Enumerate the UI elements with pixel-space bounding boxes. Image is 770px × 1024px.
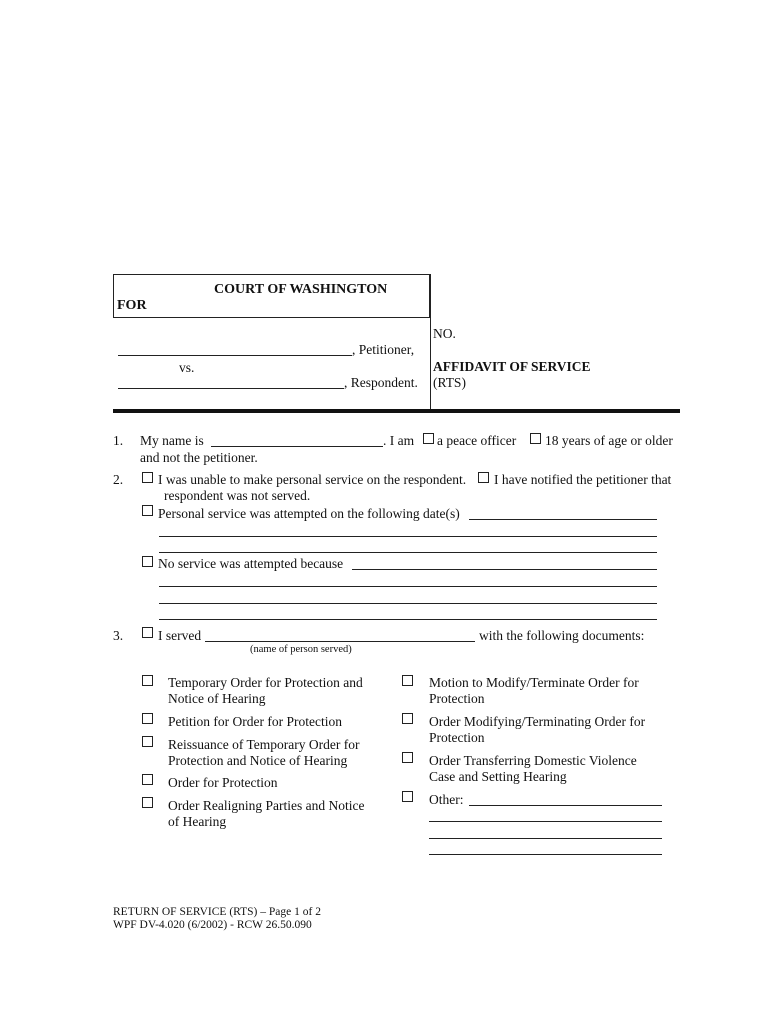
respondent-label: , Respondent. xyxy=(344,375,418,390)
peace-officer-label: a peace officer xyxy=(437,433,517,448)
doc-label: Protection and Notice of Hearing xyxy=(168,753,348,768)
caption-rule xyxy=(113,409,680,413)
doc-label: Protection xyxy=(429,730,485,745)
i-am-label: . I am xyxy=(383,433,415,448)
unable-to-serve-checkbox[interactable] xyxy=(142,472,153,483)
doc-checkbox[interactable] xyxy=(402,752,413,763)
document-code: (RTS) xyxy=(433,375,466,390)
attempted-service-checkbox[interactable] xyxy=(142,505,153,516)
doc-label: Reissuance of Temporary Order for xyxy=(168,737,360,752)
other-line-4[interactable] xyxy=(429,854,662,855)
not-served-text: respondent was not served. xyxy=(164,488,311,503)
item-1-number: 1. xyxy=(113,433,124,448)
eighteen-years-label: 18 years of age or older xyxy=(545,433,673,448)
court-name: COURT OF WASHINGTON xyxy=(214,282,388,297)
my-name-label: My name is xyxy=(140,433,204,448)
served-label: I served xyxy=(158,628,202,643)
document-title: AFFIDAVIT OF SERVICE xyxy=(433,359,591,374)
served-checkbox[interactable] xyxy=(142,627,153,638)
eighteen-years-checkbox[interactable] xyxy=(530,433,541,444)
doc-label: Petition for Order for Protection xyxy=(168,714,342,729)
doc-checkbox[interactable] xyxy=(142,675,153,686)
doc-label: Temporary Order for Protection and xyxy=(168,675,363,690)
attempted-dates-line-3[interactable] xyxy=(159,552,657,553)
caption-divider xyxy=(430,274,431,410)
doc-label: Order Transferring Domestic Violence xyxy=(429,753,637,768)
name-caption: (name of person served) xyxy=(250,644,352,655)
with-documents-label: with the following documents: xyxy=(479,628,645,643)
doc-label: Order Modifying/Terminating Order for xyxy=(429,714,646,729)
other-field[interactable] xyxy=(469,805,662,806)
peace-officer-checkbox[interactable] xyxy=(423,433,434,444)
item-3-number: 3. xyxy=(113,628,124,643)
for-label: FOR xyxy=(117,298,147,313)
not-petitioner-text: and not the petitioner. xyxy=(140,450,258,465)
doc-checkbox[interactable] xyxy=(402,713,413,724)
doc-label: Order Realigning Parties and Notice xyxy=(168,798,365,813)
no-service-checkbox[interactable] xyxy=(142,556,153,567)
my-name-field[interactable] xyxy=(211,446,383,447)
doc-label: Order for Protection xyxy=(168,775,278,790)
no-service-reason-line-3[interactable] xyxy=(159,603,657,604)
respondent-name-field[interactable] xyxy=(118,388,344,389)
doc-checkbox[interactable] xyxy=(142,797,153,808)
doc-label: Case and Setting Hearing xyxy=(429,769,567,784)
doc-checkbox[interactable] xyxy=(402,675,413,686)
attempted-service-label: Personal service was attempted on the following date(s) xyxy=(158,506,460,521)
petitioner-name-field[interactable] xyxy=(118,355,352,356)
attempted-dates-field[interactable] xyxy=(469,519,657,520)
item-2-number: 2. xyxy=(113,472,124,487)
doc-checkbox[interactable] xyxy=(142,713,153,724)
other-checkbox[interactable] xyxy=(402,791,413,802)
doc-label: Motion to Modify/Terminate Order for xyxy=(429,675,639,690)
footer-form-code: WPF DV-4.020 (6/2002) - RCW 26.50.090 xyxy=(113,919,312,931)
notified-petitioner-label: I have notified the petitioner that xyxy=(494,472,672,487)
other-line-2[interactable] xyxy=(429,821,662,822)
other-label: Other: xyxy=(429,792,464,807)
doc-label: Notice of Hearing xyxy=(168,691,266,706)
no-service-label: No service was attempted because xyxy=(158,556,344,571)
other-line-3[interactable] xyxy=(429,838,662,839)
case-number-label: NO. xyxy=(433,326,456,341)
notified-petitioner-checkbox[interactable] xyxy=(478,472,489,483)
doc-label: Protection xyxy=(429,691,485,706)
no-service-reason-line-4[interactable] xyxy=(159,619,657,620)
unable-to-serve-label: I was unable to make personal service on the respondent. xyxy=(158,472,467,487)
footer-form-title: RETURN OF SERVICE (RTS) – Page 1 of 2 xyxy=(113,906,321,918)
doc-label: of Hearing xyxy=(168,814,227,829)
no-service-reason-line-2[interactable] xyxy=(159,586,657,587)
attempted-dates-line-2[interactable] xyxy=(159,536,657,537)
doc-checkbox[interactable] xyxy=(142,736,153,747)
petitioner-label: , Petitioner, xyxy=(352,342,415,357)
no-service-reason-field[interactable] xyxy=(352,569,657,570)
served-person-field[interactable] xyxy=(205,641,475,642)
vs-label: vs. xyxy=(179,360,195,375)
doc-checkbox[interactable] xyxy=(142,774,153,785)
